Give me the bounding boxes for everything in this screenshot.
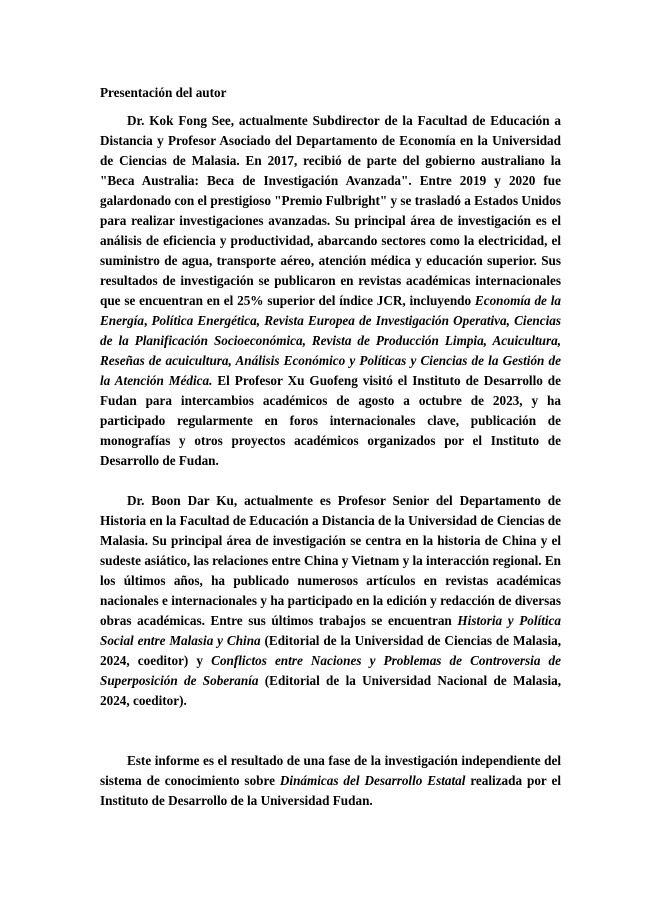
bio1-text-3: El Profesor Xu Guofeng visitó el Instituto de Desarrollo de Fudan para intercambios académicos de agosto a octubre de 2023, y ha participado regularmente en foros internacionales clave, publicación de monografías y otros proyectos académicos organizados por el Instituto de Desarrollo de Fudan. <box>100 373 561 468</box>
author-bio-kok-fong-see <box>100 111 561 471</box>
document-page <box>100 83 561 811</box>
note-text-1: Este informe es el resultado de una fase de la investigación independiente del sistema de conocimiento sobre <box>100 753 561 788</box>
bio1-text-1: Dr. Kok Fong See, actualmente Subdirector de la Facultad de Educación a Distancia y Profesor Asociado del Departamento de Economía en la Universidad de Ciencias de Malasia. En 2017, recibió de parte del gobierno australiano la "Beca Australia: Beca de Investigación Avanzada". Entre 2019 y 2020 fue galardonado con el prestigioso "Premio Fulbright" y se trasladó a Estados Unidos para realizar investigaciones avanzadas. Su principal área de investigación es el análisis de eficiencia y productividad, abarcando sectores como la electricidad, el suministro de agua, transporte aéreo, atención médica y educación superior. Sus resultados de investigación se publicaron en revistas académicas internacionales que se encuentran en el 25% superior del índice JCR, incluyendo <box>100 113 561 308</box>
note-text-2: realizada por el Instituto de Desarrollo de la Universidad Fudan. <box>100 773 561 808</box>
section-heading: Presentación del autor <box>100 85 227 100</box>
bio2-text-3: (Editorial de la Universidad Nacional de Malasia, 2024, coeditor). <box>100 673 561 708</box>
bio1-text-2: , <box>143 313 152 328</box>
bio2-text-2: (Editorial de la Universidad de Ciencias de Malasia, 2024, coeditor) y <box>100 633 561 668</box>
bio1-journal-1: Economía de la Energía <box>100 293 561 328</box>
note-title: Dinámicas del Desarrollo Estatal <box>279 773 466 788</box>
bio1-journal-list: Política Energética, Revista Europea de Investigación Operativa, Ciencias de la Planificación Socioeconómica, Revista de Producción Limpia, Acuicultura, Reseñas de acuicultura, Análisis Económico y Políticas y Ciencias de la Gestión de la Atención Médica. <box>100 313 562 388</box>
bio2-text-1: Dr. Boon Dar Ku, actualmente es Profesor Senior del Departamento de Historia en la Facultad de Educación a Distancia de la Universidad de Ciencias de Malasia. Su principal área de investigación se centra en la historia de China y el sudeste asiático, las relaciones entre China y Vietnam y la interacción regional. En los últimos años, ha publicado numerosos artículos en revistas académicas nacionales e internacionales y ha participado en la edición y redacción de diversas obras académicas. Entre sus últimos trabajos se encuentran <box>100 493 561 628</box>
bio2-book-2: Conflictos entre Naciones y Problemas de Controversia de Superposición de Soberanía <box>100 653 562 688</box>
author-bio-boon-dar-ku <box>100 491 561 711</box>
bio2-book-1: Historia y Política Social entre Malasia y China <box>100 613 562 648</box>
report-note <box>100 751 561 811</box>
